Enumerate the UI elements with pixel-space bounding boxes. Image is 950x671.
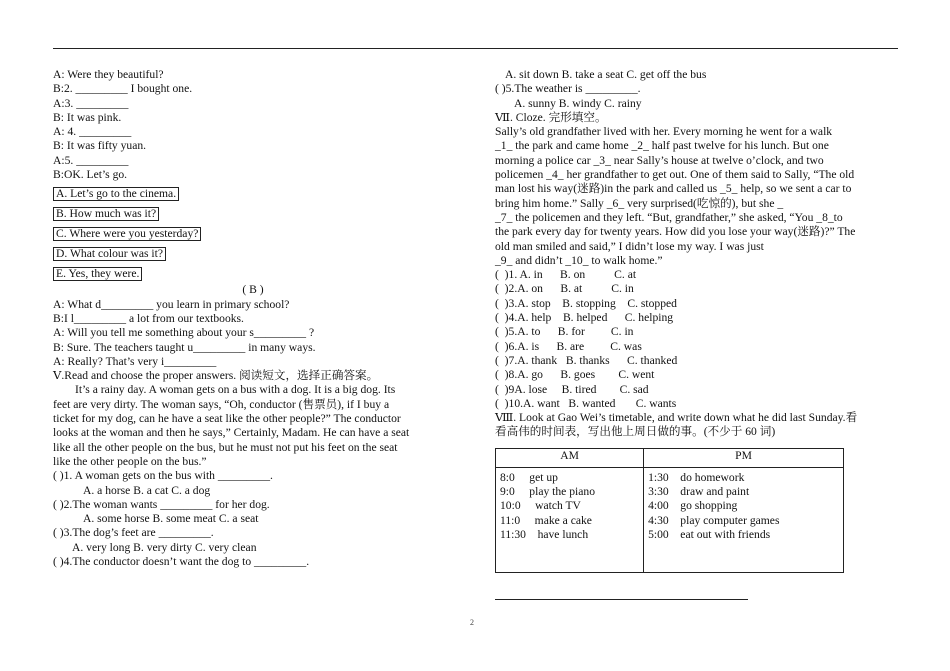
section-b-title: ( B ) — [242, 283, 264, 297]
question: ( )3.The dog’s feet are _________. — [53, 526, 214, 540]
dialogue-line: A: 4. _________ — [53, 125, 132, 139]
dialogue-line: A: Really? That’s very i_________ — [53, 354, 217, 368]
left-column — [53, 68, 453, 569]
dialogue-line: A: Were they beautiful? — [53, 68, 164, 81]
cloze-line: policemen _4_ her grandfather to get out. One of them said to Sally, “The old — [495, 168, 855, 182]
answer-line — [495, 599, 748, 600]
cloze-option: ( )5.A. to B. for C. in — [495, 325, 634, 339]
dialogue-line: B: It was fifty yuan. — [53, 139, 147, 153]
reading-line: looks at the woman and then he says,” Certainly, Madam. He can have a seat — [53, 426, 410, 440]
timetable-entry: 9:0 play the piano — [500, 485, 595, 499]
option-b — [53, 202, 453, 222]
cloze-line: _9_ and didn’t _10_ to walk home.” — [495, 253, 663, 267]
timetable-am-header: AM — [496, 448, 644, 467]
cloze-line: morning a police car _3_ near Sally’s house at twelve o’clock, and two — [495, 153, 824, 167]
dialogue-line: B:2. _________ I bought one. — [53, 82, 193, 96]
question-options: A. sunny B. windy C. rainy — [514, 96, 642, 110]
cloze-option: ( )9A. lose B. tired C. sad — [495, 382, 649, 396]
timetable-pm-cell — [644, 467, 844, 572]
cloze-line: _7_ the policemen and they left. “But, grandfather,” she asked, “You _8_to — [495, 210, 843, 224]
option-c — [53, 222, 453, 242]
option-box: A. Let’s go to the cinema. — [53, 187, 179, 201]
cloze-option: ( )7.A. thank B. thanks C. thanked — [495, 353, 678, 367]
timetable-pm-header: PM — [644, 448, 844, 467]
timetable-entry: 10:0 watch TV — [500, 499, 581, 513]
timetable — [495, 448, 844, 573]
dialogue-line: A:3. _________ — [53, 96, 129, 110]
option-box: C. Where were you yesterday? — [53, 227, 201, 241]
cloze-line: bring him home.” Sally _6_ very surprised(吃惊的), but she _ — [495, 196, 784, 210]
timetable-entry: 1:30 do homework — [648, 470, 745, 484]
cloze-option: ( )1. A. in B. on C. at — [495, 268, 637, 282]
option-d — [53, 242, 453, 262]
dialogue-line: B:I l_________ a lot from our textbooks. — [53, 311, 244, 325]
option-box: E. Yes, they were. — [53, 267, 142, 281]
option-a — [53, 182, 453, 202]
reading-line: like the other people on the bus.” — [53, 454, 207, 468]
cloze-option: ( )4.A. help B. helped C. helping — [495, 311, 674, 325]
question: ( )5.The weather is _________. — [495, 82, 641, 96]
question-options: A. a horse B. a cat C. a dog — [83, 483, 211, 497]
cloze-line: old man smiled and said,” I didn’t lose my way. I was just — [495, 239, 764, 253]
cloze-heading: Ⅶ. Cloze. 完形填空。 — [495, 110, 607, 124]
writing-heading: 看高伟的时间表，写出他上周日做的事。(不少于 60 词) — [495, 425, 776, 439]
reading-line: like all the other people on the bus, but he must not put his feet on the seat — [53, 440, 398, 454]
cloze-line: Sally’s old grandfather lived with her. Every morning he went for a walk — [495, 125, 833, 139]
question-options: A. very long B. very dirty C. very clean — [72, 540, 257, 554]
cloze-line: the park every day for twenty years. How did you lose your way(迷路)?” The — [495, 225, 856, 239]
dialogue-line: A: Will you tell me something about your s_________ ? — [53, 326, 315, 340]
reading-line: It’s a rainy day. A woman gets on a bus with a dog. It is a big dog. Its — [75, 383, 396, 397]
cloze-option: ( )10.A. want B. wanted C. wants — [495, 396, 677, 410]
cloze-line: man lost his way(迷路)in the park and called us _5_ help, so we sent a car to — [495, 182, 852, 196]
question-options: A. some horse B. some meat C. a seat — [83, 512, 259, 526]
timetable-entry: 4:30 play computer games — [648, 513, 780, 527]
question-options: A. sit down B. take a seat C. get off the bus — [505, 68, 707, 81]
option-box: B. How much was it? — [53, 207, 159, 221]
dialogue-line: A: What d_________ you learn in primary school? — [53, 297, 290, 311]
timetable-am-cell — [496, 467, 644, 572]
reading-line: ticket for my dog, can he have a seat like the other people?” The conductor — [53, 412, 401, 426]
timetable-entry: 4:00 go shopping — [648, 499, 738, 513]
option-box: D. What colour was it? — [53, 247, 166, 261]
page-number: 2 — [470, 618, 474, 627]
dialogue-line: B:OK. Let’s go. — [53, 168, 128, 182]
timetable-entry: 5:00 eat out with friends — [648, 527, 771, 541]
timetable-entry: 8:0 get up — [500, 470, 558, 484]
reading-line: feet are very dirty. The woman says, “Oh, conductor (售票员), if I buy a — [53, 397, 390, 411]
cloze-line: _1_ the park and came home _2_ half past twelve for his lunch. But one — [495, 139, 829, 153]
option-e — [53, 262, 453, 282]
right-column — [495, 68, 897, 573]
timetable-entry: 3:30 draw and paint — [648, 485, 750, 499]
dialogue-line: A:5. _________ — [53, 153, 129, 167]
writing-heading: Ⅷ. Look at Gao Wei’s timetable, and write down what he did last Sunday.看 — [495, 411, 858, 425]
cloze-option: ( )8.A. go B. goes C. went — [495, 368, 655, 382]
cloze-option: ( )6.A. is B. are C. was — [495, 339, 642, 353]
dialogue-line: B: It was pink. — [53, 110, 122, 124]
question: ( )2.The woman wants _________ for her dog. — [53, 497, 270, 511]
question: ( )1. A woman gets on the bus with _________. — [53, 469, 273, 483]
reading-heading: Ⅴ.Read and choose the proper answers. 阅读短文，选择正确答案。 — [53, 369, 379, 383]
dialogue-line: B: Sure. The teachers taught u_________ in many ways. — [53, 340, 316, 354]
cloze-option: ( )2.A. on B. at C. in — [495, 282, 634, 296]
timetable-entry: 11:0 make a cake — [500, 513, 592, 527]
cloze-option: ( )3.A. stop B. stopping C. stopped — [495, 296, 677, 310]
header-rule — [53, 48, 898, 49]
question: ( )4.The conductor doesn’t want the dog to _________. — [53, 555, 310, 569]
timetable-entry: 11:30 have lunch — [500, 527, 589, 541]
